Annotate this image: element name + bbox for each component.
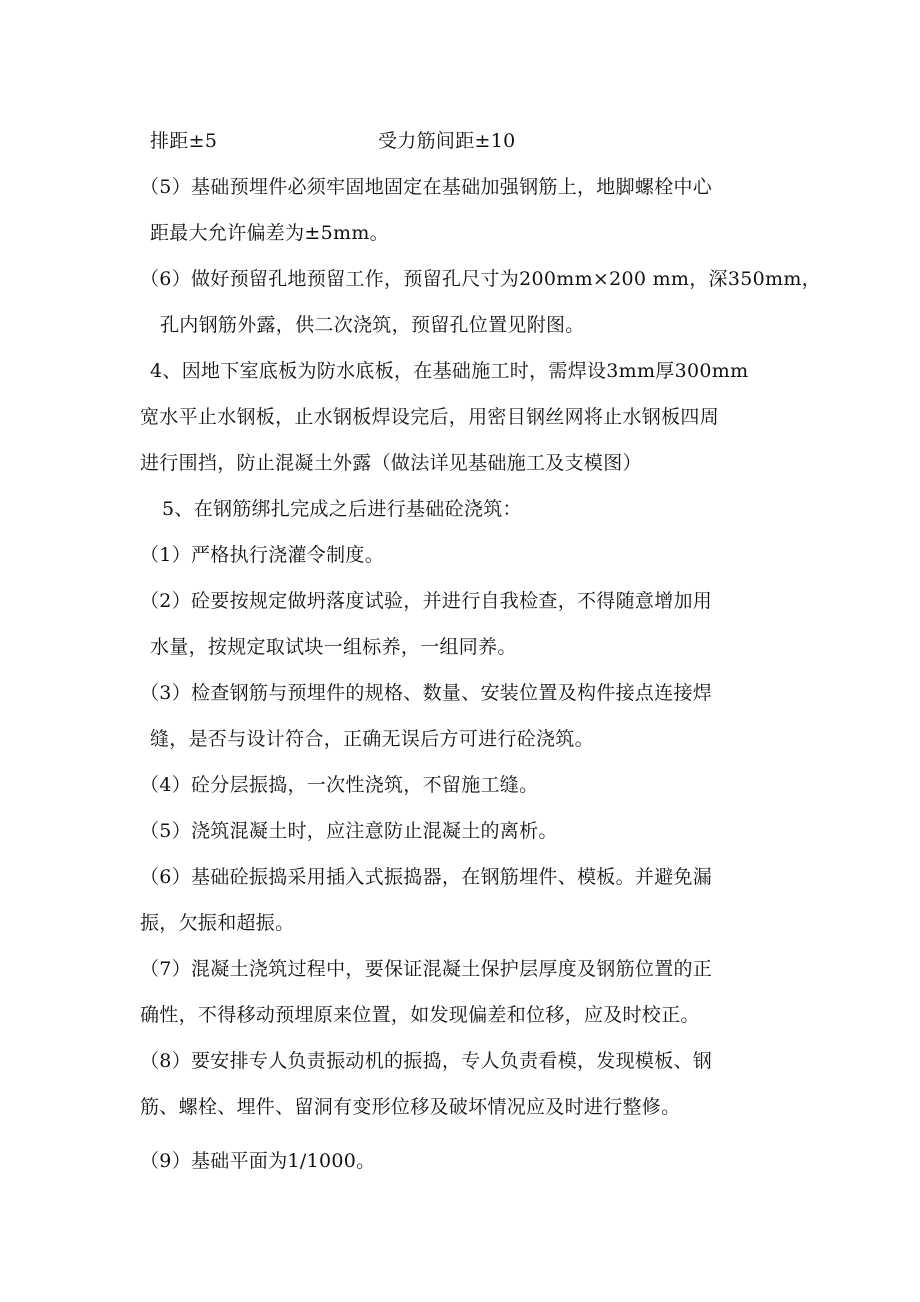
paragraph-line: （3）检查钢筋与预埋件的规格、数量、安装位置及构件接点连接焊 [140, 682, 713, 704]
paragraph-line: 筋、螺栓、埋件、留洞有变形位移及破坏情况应及时进行整修。 [140, 1096, 681, 1118]
paragraph-line: 确性，不得移动预埋原来位置，如发现偏差和位移，应及时校正。 [140, 1004, 700, 1026]
paragraph-line: （4）砼分层振捣，一次性浇筑，不留施工缝。 [140, 774, 539, 796]
paragraph-line: （5）基础预埋件必须牢固地固定在基础加强钢筋上，地脚螺栓中心 [140, 176, 713, 198]
paragraph-line: 4、因地下室底板为防水底板，在基础施工时，需焊设3mm厚300mm [150, 360, 749, 382]
paragraph-line: 5、在钢筋绑扎完成之后进行基础砼浇筑： [162, 498, 522, 520]
paragraph-line: （6）基础砼振捣采用插入式振捣器，在钢筋埋件、模板。并避免漏 [140, 866, 713, 888]
paragraph-line: （8）要安排专人负责振动机的振捣，专人负责看模，发现模板、钢 [140, 1050, 713, 1072]
paragraph-line: （1）严格执行浇灌令制度。 [140, 544, 384, 566]
tolerance-row-spacing: 排距±5 [150, 130, 218, 152]
paragraph-line: 进行围挡，防止混凝土外露（做法详见基础施工及支模图） [140, 452, 642, 474]
paragraph-line: 水量，按规定取试块一组标养，一组同养。 [150, 636, 517, 658]
paragraph-line: （6）做好预留孔地预留工作，预留孔尺寸为200mm×200 mm，深350mm， [140, 268, 821, 290]
paragraph-line: 振，欠振和超振。 [140, 912, 295, 934]
paragraph-line: （2）砼要按规定做坍落度试验，并进行自我检查，不得随意增加用 [140, 590, 713, 612]
paragraph-line: （9）基础平面为1/1000。 [140, 1150, 376, 1172]
paragraph-line: （7）混凝土浇筑过程中，要保证混凝土保护层厚度及钢筋位置的正 [140, 958, 713, 980]
paragraph-line: 孔内钢筋外露，供二次浇筑，预留孔位置见附图。 [160, 314, 585, 336]
paragraph-line: （5）浇筑混凝土时，应注意防止混凝土的离析。 [140, 820, 558, 842]
tolerance-bar-spacing: 受力筋间距±10 [378, 130, 516, 152]
paragraph-line: 距最大允许偏差为±5mm。 [150, 222, 389, 244]
paragraph-line: 缝，是否与设计符合，正确无误后方可进行砼浇筑。 [150, 728, 594, 750]
paragraph-line: 宽水平止水钢板，止水钢板焊设完后，用密目钢丝网将止水钢板四周 [140, 406, 720, 428]
